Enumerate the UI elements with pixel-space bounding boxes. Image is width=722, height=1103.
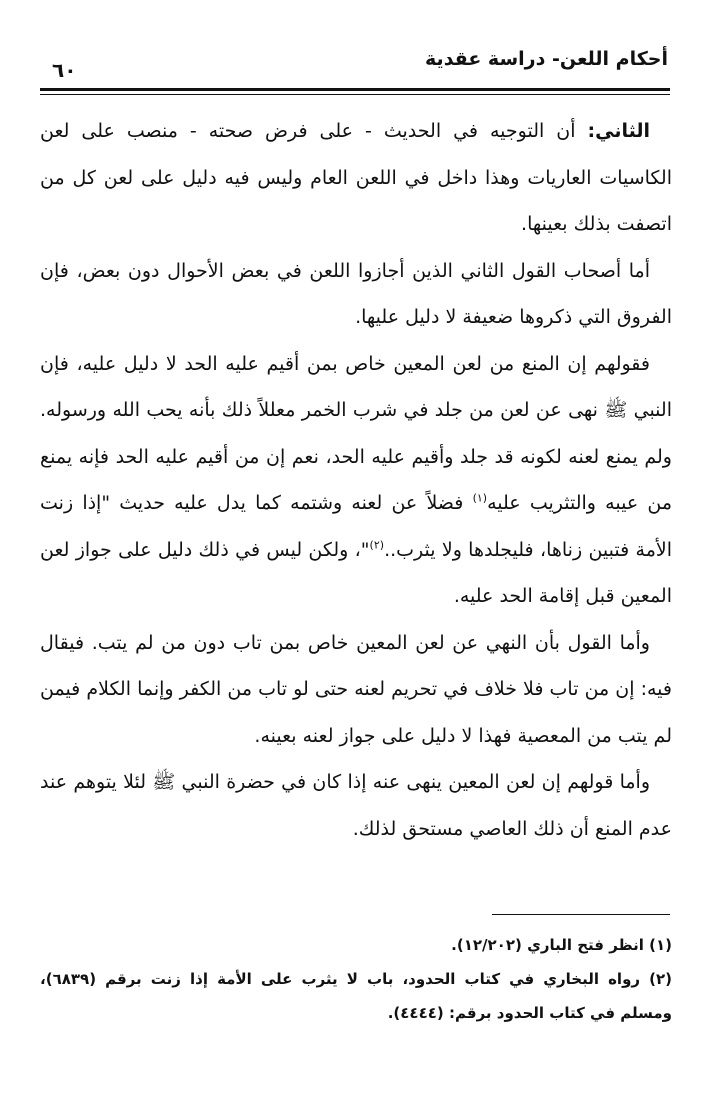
paragraph-3-text-after: "، ولكن ليس في ذلك دليل على جواز لعن المعين قبل إقامة الحد عليه. bbox=[40, 538, 672, 607]
body-text bbox=[40, 108, 672, 852]
paragraph-3-text-middle: فضلاً عن لعنه وشتمه كما يدل عليه حديث "إذا زنت الأمة فتبين زناها، فليجلدها ولا يثرب.. bbox=[40, 492, 672, 561]
paragraph-1-text: أن التوجيه في الحديث - على فرض صحته - منصب على لعن الكاسيات العاريات وهذا داخل في اللعن العام وليس فيه دليل على لعن كل من اتصفت بذلك بعينها. bbox=[40, 120, 672, 235]
footnote-ref-2: (٢) bbox=[369, 538, 385, 552]
footnotes bbox=[40, 928, 672, 1030]
paragraph-lead-word: الثاني: bbox=[587, 120, 650, 142]
header-rule-thick bbox=[40, 88, 670, 91]
page-header bbox=[40, 44, 668, 84]
header-rule-thin bbox=[40, 94, 670, 95]
footnote-separator bbox=[492, 914, 670, 915]
paragraph-1 bbox=[40, 108, 672, 248]
paragraph-4: وأما القول بأن النهي عن لعن المعين خاص بمن تاب دون من لم يتب. فيقال فيه: إن من تاب فلا خلاف في تحريم لعنه حتى لو تاب من الكفر وإنما الكلام فيمن لم يتب من المعصية فهذا لا دليل على جواز لعنه بعينه. bbox=[40, 631, 672, 747]
page-number: ٦٠ bbox=[52, 58, 77, 82]
footnote-1: (١) انظر فتح الباري (١٢/٢٠٢). bbox=[451, 936, 672, 954]
footnote-2: (٢) رواه البخاري في كتاب الحدود، باب لا يثرب على الأمة إذا زنت برقم (٦٨٣٩)، ومسلم في كتاب الحدود برقم: (٤٤٤٤). bbox=[40, 970, 672, 1022]
paragraph-3 bbox=[40, 341, 672, 620]
paragraph-5: وأما قولهم إن لعن المعين ينهى عنه إذا كان في حضرة النبي ﷺ لئلا يتوهم عند عدم المنع أن ذلك العاصي مستحق لذلك. bbox=[40, 771, 672, 840]
paragraph-2: أما أصحاب القول الثاني الذين أجازوا اللعن في بعض الأحوال دون بعض، فإن الفروق التي ذكروها ضعيفة لا دليل عليها. bbox=[40, 259, 672, 328]
footnote-ref-1: (١) bbox=[472, 491, 488, 505]
paragraph-3-text-before: فقولهم إن المنع من لعن المعين خاص بمن أقيم عليه الحد لا دليل عليه، فإن النبي ﷺ نهى عن لعن من جلد في شرب الخمر معللاً ذلك بأنه يحب الله ورسوله. ولم يمنع لعنه لكونه قد جلد وأقيم عليه الحد، نعم إن من أقيم عليه الحد فإنه يمنع من عيبه والتثريب عليه bbox=[40, 352, 672, 514]
running-title: أحكام اللعن- دراسة عقدية bbox=[425, 48, 668, 70]
